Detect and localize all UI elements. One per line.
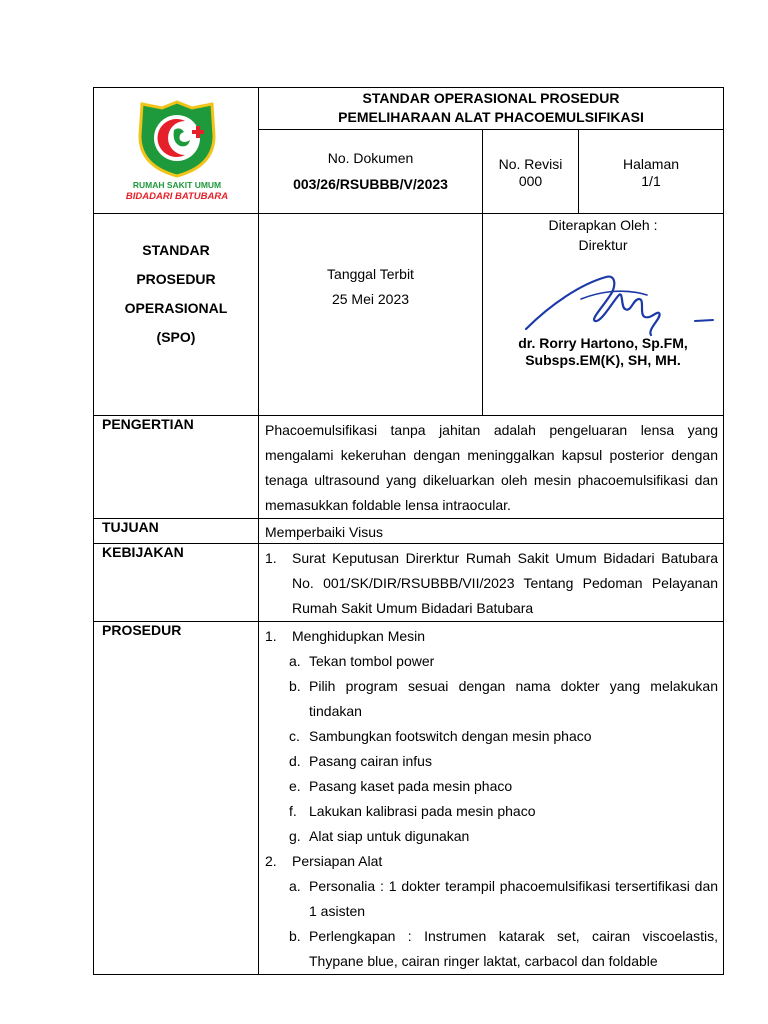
- prosedur-item: [265, 849, 718, 974]
- prosedur-step-text: Sambungkan footswitch dengan mesin phaco: [309, 728, 592, 744]
- tanggal-terbit-cell: [259, 214, 483, 416]
- prosedur-step-text: Alat siap untuk digunakan: [309, 828, 470, 844]
- prosedur-item-number: 1.: [265, 628, 277, 644]
- logo-text-bottom: BIDADARI BATUBARA: [125, 191, 229, 202]
- prosedur-step-list: [265, 649, 718, 849]
- prosedur-step-text: Pilih program sesuai dengan nama dokter yang melakukan tindakan: [309, 678, 719, 719]
- prosedur-step: [265, 749, 718, 774]
- no-revisi-value: 000: [518, 173, 543, 189]
- prosedur-step-letter: a.: [289, 653, 301, 669]
- no-revisi-cell: [483, 130, 579, 214]
- kebijakan-item-text: Surat Keputusan Direrktur Rumah Sakit Umum Bidadari Batubara No. 001/SK/DIR/RSUBBB/VII/2023 Tentang Pedoman Pelayanan Rumah Sakit Umum Bidadari Batubara: [292, 550, 719, 616]
- prosedur-list: [265, 624, 718, 974]
- prosedur-step-text: Tekan tombol power: [309, 653, 435, 669]
- prosedur-item-number: 2.: [265, 853, 277, 869]
- diterapkan-label: Diterapkan Oleh :: [548, 217, 658, 233]
- signatory-name-line-1: dr. Rorry Hartono, Sp.FM,: [518, 335, 688, 351]
- prosedur-step-letter: c.: [289, 728, 300, 744]
- halaman-value: 1/1: [641, 173, 661, 189]
- kebijakan-content: [259, 544, 724, 622]
- title-line-1: STANDAR OPERASIONAL PROSEDUR: [362, 90, 620, 106]
- signatory-name-line-2: Subsps.EM(K), SH, MH.: [525, 352, 681, 368]
- title-line-2: PEMELIHARAAN ALAT PHACOEMULSIFIKASI: [338, 109, 644, 125]
- halaman-label: Halaman: [622, 156, 680, 172]
- spo-label-line-3: OPERASIONAL: [124, 300, 228, 316]
- pengertian-text: Phacoemulsifikasi tanpa jahitan adalah pengeluaran lensa yang mengalami kekeruhan dengan meninggalkan kapsul posterior dengan tenaga ultrasound yang dikeluarkan oleh mesin phacoemulsifikasi dan memasukkan foldable lensa intraocular.: [259, 416, 724, 519]
- no-dokumen-value: 003/26/RSUBBB/V/2023: [293, 176, 448, 192]
- spo-label-line-4: (SPO): [156, 329, 196, 345]
- prosedur-step: [265, 874, 718, 924]
- prosedur-step-list: [265, 874, 718, 974]
- prosedur-step-text: Personalia : 1 dokter terampil phacoemulsifikasi tersertifikasi dan 1 asisten: [309, 878, 719, 919]
- spo-table: [93, 87, 724, 975]
- prosedur-step: [265, 724, 718, 749]
- tujuan-label: TUJUAN: [94, 519, 259, 544]
- no-dokumen-cell: [259, 130, 483, 214]
- prosedur-step: [265, 824, 718, 849]
- prosedur-step: [265, 799, 718, 824]
- halaman-cell: [579, 130, 724, 214]
- diterapkan-oleh-cell: [483, 214, 724, 416]
- prosedur-step: [265, 649, 718, 674]
- prosedur-step-text: Pasang kaset pada mesin phaco: [309, 778, 513, 794]
- prosedur-step-letter: e.: [289, 778, 301, 794]
- kebijakan-list: [265, 546, 718, 621]
- tanggal-terbit-value: 25 Mei 2023: [331, 291, 410, 307]
- spo-label-line-1: STANDAR: [142, 242, 210, 258]
- kebijakan-item: [265, 546, 718, 621]
- prosedur-step: [265, 774, 718, 799]
- spo-label-cell: [94, 214, 259, 416]
- prosedur-label: PROSEDUR: [94, 622, 259, 975]
- prosedur-step: [265, 924, 718, 974]
- logo-cell: [94, 88, 259, 214]
- pengertian-label: PENGERTIAN: [94, 416, 259, 519]
- prosedur-step-letter: b.: [289, 678, 301, 694]
- prosedur-item-title: Menghidupkan Mesin: [292, 628, 426, 644]
- prosedur-step-letter: f.: [289, 803, 297, 819]
- prosedur-step-letter: g.: [289, 828, 301, 844]
- prosedur-step-text: Lakukan kalibrasi pada mesin phaco: [309, 803, 536, 819]
- kebijakan-item-number: 1.: [265, 550, 277, 566]
- prosedur-step: [265, 674, 718, 724]
- tanggal-terbit-label: Tanggal Terbit: [327, 266, 414, 282]
- prosedur-step-letter: a.: [289, 878, 301, 894]
- prosedur-step-text: Perlengkapan : Instrumen katarak set, cairan viscoelastis, Thypane blue, cairan ringer laktat, carbacol dan foldable: [309, 928, 719, 969]
- director-signature: [521, 269, 721, 344]
- diterapkan-role: Direktur: [578, 237, 628, 253]
- no-revisi-label: No. Revisi: [498, 156, 563, 172]
- prosedur-step-letter: d.: [289, 753, 301, 769]
- prosedur-item: [265, 624, 718, 849]
- kebijakan-label: KEBIJAKAN: [94, 544, 259, 622]
- prosedur-item-title: Persiapan Alat: [292, 853, 383, 869]
- logo-text-top: RUMAH SAKIT UMUM: [132, 180, 222, 190]
- prosedur-step-text: Pasang cairan infus: [309, 753, 432, 769]
- prosedur-content: [259, 622, 724, 975]
- hospital-logo: [112, 96, 242, 206]
- tujuan-text: Memperbaiki Visus: [259, 519, 724, 544]
- prosedur-step-letter: b.: [289, 928, 301, 944]
- document-title: [259, 88, 724, 130]
- no-dokumen-label: No. Dokumen: [327, 150, 414, 166]
- spo-label-line-2: PROSEDUR: [136, 271, 216, 287]
